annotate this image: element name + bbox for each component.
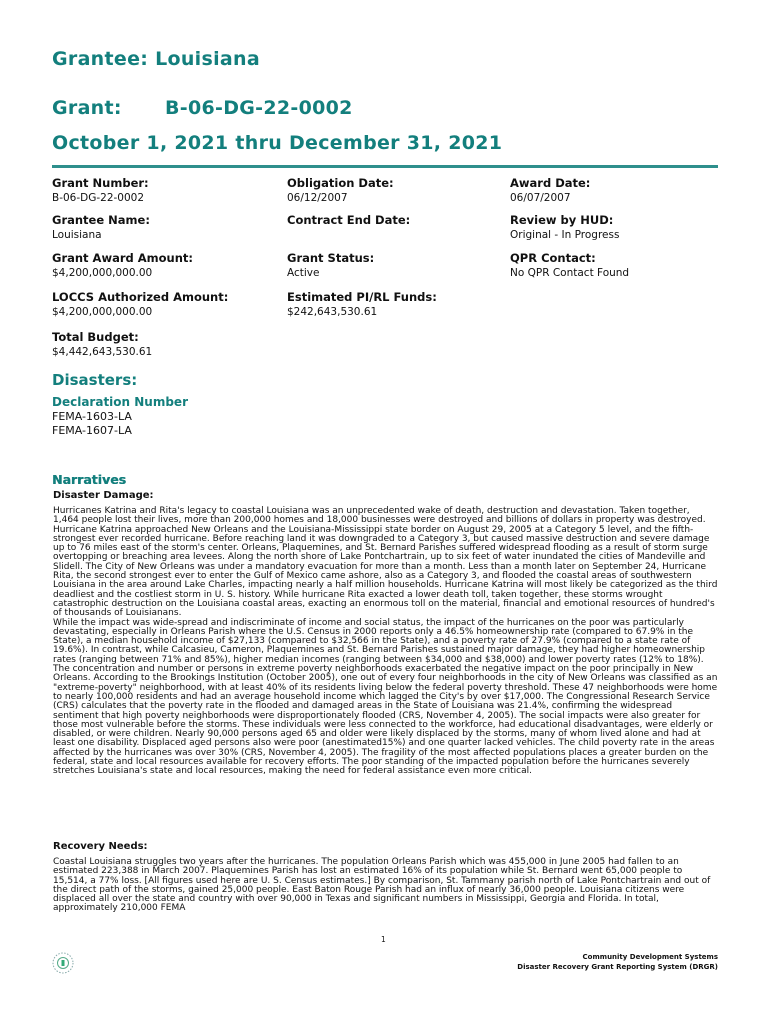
obligation-date-label: Obligation Date:	[287, 176, 394, 190]
grant-label: Grant:	[52, 97, 122, 119]
total-budget-value: $4,442,643,530.61	[52, 346, 153, 358]
total-budget-label: Total Budget:	[52, 330, 139, 344]
estimated-pirl-funds-value: $242,643,530.61	[287, 306, 378, 318]
estimated-pirl-funds-label: Estimated PI/RL Funds:	[287, 290, 437, 304]
grantee-name-value: Louisiana	[52, 229, 102, 241]
contract-end-date-label: Contract End Date:	[287, 213, 411, 227]
grant-status-value: Active	[287, 267, 320, 279]
grantee-name-label: Grantee Name:	[52, 213, 150, 227]
narratives-heading: Narratives	[52, 472, 126, 487]
hud-seal-icon	[52, 952, 74, 974]
declaration-number-heading: Declaration Number	[52, 395, 188, 409]
recovery-needs-paragraph: Coastal Louisiana struggles two years after the hurricanes. The population Orleans Parish which was 455,000 in June 2005 had fallen to an estimated 223,388 in March 2007. Plaquemines Parish has lost an estimated 16% of its population while St. Bernard went 65,000 people to 15,514, a 77% loss. [All figures used here are U. S. Census estimates.] By comparison, St. Tammany parish north of Lake Pontchartrain and out of the direct path of the storms, gained 25,000 people. East Baton Rouge Parish had an influx of nearly 36,000 people. Louisiana citizens were displaced all over the state and country with over 90,000 in Texas and significant numbers in Mississippi, Georgia and Florida. In total, approximately 210,000 FEMA	[53, 857, 711, 914]
declaration-item: FEMA-1603-LA	[52, 410, 132, 423]
reporting-period-heading: October 1, 2021 thru December 31, 2021	[52, 132, 503, 154]
award-date-label: Award Date:	[510, 176, 591, 190]
loccs-authorized-amount-value: $4,200,000,000.00	[52, 306, 153, 318]
recovery-needs-label: Recovery Needs:	[53, 841, 148, 852]
page-number: 1	[381, 935, 386, 944]
disaster-damage-paragraph: Hurricanes Katrina and Rita's legacy to coastal Louisiana was an unprecedented wake of death, destruction and devastation. Taken together, 1,464 people lost their lives, more than 200,000 homes and 18,000 businesses were destroyed and billions of dollars in property was destroyed. Hurricane Katrina approached New Orleans and the Louisiana-Mississippi state border on August 29, 2005 at a Category 5 level, and the fifth-strongest ever recorded hurricane. Before reaching land it was downgraded to a Category 3, but caused massive destruction and severe damage up to 76 miles east of the storm's center. Orleans, Plaquemines, and St. Bernard Parishes suffered widespread flooding as a result of storm surge overtopping or breaching area levees. Along the north shore of Lake Pontchartrain, up to six feet of water inundated the cities of Mandeville and Slidell. The City of New Orleans was under a mandatory evacuation for more than a month. Less than a month later on September 24, Hurricane Rita, the second strongest ever to enter the Gulf of Mexico came ashore, also as a Category 3, and flooded the coastal areas of southwestern Louisiana in the area around Lake Charles, impacting nearly a half million households. Hurricane Katrina will most likely be categorized as the third deadliest and the costliest storm in U. S. history. While hurricane Rita exacted a lower death toll, taken together, these storms wrought catastrophic destruction on the Louisiana coastal areas, exacting an enormous toll on the material, financial and emotional resources of hundred's of thousands of Louisianans.	[53, 506, 718, 619]
footer-system-name: Disaster Recovery Grant Reporting System (DRGR)	[517, 963, 718, 971]
grant-status-label: Grant Status:	[287, 251, 375, 265]
award-date-value: 06/07/2007	[510, 192, 571, 204]
disasters-heading: Disasters:	[52, 371, 138, 389]
disaster-damage-label: Disaster Damage:	[53, 490, 154, 501]
loccs-authorized-amount-label: LOCCS Authorized Amount:	[52, 290, 229, 304]
disaster-damage-text	[53, 507, 718, 777]
recovery-needs-text	[53, 858, 718, 914]
grant-number-heading: B-06-DG-22-0002	[165, 97, 353, 119]
footer-org-name: Community Development Systems	[582, 953, 718, 961]
disaster-damage-paragraph: While the impact was wide-spread and indiscriminate of income and social status, the impact of the hurricanes on the poor was particularly devastating, especially in Orleans Parish where the U.S. Census in 2000 reports only a 46.5% homeownership rate (compared to 67.9% in the State), a median household income of $27,133 (compared to $32,566 in the State), and a poverty rate of 27.9% (compared to a state rate of 19.6%). In contrast, while Calcasieu, Cameron, Plaquemines and St. Bernard Parishes sustained major damage, they had higher homeownership rates (ranging between 71% and 85%), higher median incomes (ranging between $34,000 and $38,000) and lower poverty rates (12% to 18%). The concentration and number or persons in extreme poverty neighborhoods exacerbated the negative impact on the poor principally in New Orleans. According to the Brookings Institution (October 2005), one out of every four neighborhoods in the city of New Orleans was classified as an "extreme-poverty" neighborhood, with at least 40% of its residents living below the federal poverty threshold. These 47 neighborhoods were home to nearly 100,000 residents and had an average household income which lagged the City's by over $17,000. The Congressional Research Service (CRS) calculates that the poverty rate in the flooded and damaged areas in the State of Louisiana was 21.4%, confirming the widespread sentiment that high poverty neighborhoods were disproportionately flooded (CRS, November 4, 2005). The social impacts were also greater for those most vulnerable before the storms. These individuals were less connected to the workforce, had educational disadvantages, were elderly or disabled, or were children. Nearly 90,000 persons aged 65 and older were likely displaced by the storms, many of whom lived alone and had at least one disability. Displaced aged persons also were poor (anestimated15%) and one quarter lacked vehicles. The child poverty rate in the areas affected by the hurricanes was over 30% (CRS, November 4, 2005). The fragility of the most affected populations places a greater burden on the federal, state and local resources available for recovery efforts. The poor standing of the impacted population before the hurricanes severely stretches Louisiana's state and local resources, making the need for federal assistance even more critical.	[53, 617, 718, 777]
header-divider	[52, 165, 718, 168]
grantee-heading: Grantee: Louisiana	[52, 48, 260, 70]
qpr-contact-value: No QPR Contact Found	[510, 267, 630, 279]
review-by-hud-label: Review by HUD:	[510, 213, 614, 227]
grant-number-value: B-06-DG-22-0002	[52, 192, 145, 204]
grant-number-label: Grant Number:	[52, 176, 149, 190]
review-by-hud-value: Original - In Progress	[510, 229, 620, 241]
obligation-date-value: 06/12/2007	[287, 192, 348, 204]
declaration-item: FEMA-1607-LA	[52, 424, 132, 437]
grant-award-amount-label: Grant Award Amount:	[52, 251, 194, 265]
qpr-contact-label: QPR Contact:	[510, 251, 596, 265]
grant-award-amount-value: $4,200,000,000.00	[52, 267, 153, 279]
